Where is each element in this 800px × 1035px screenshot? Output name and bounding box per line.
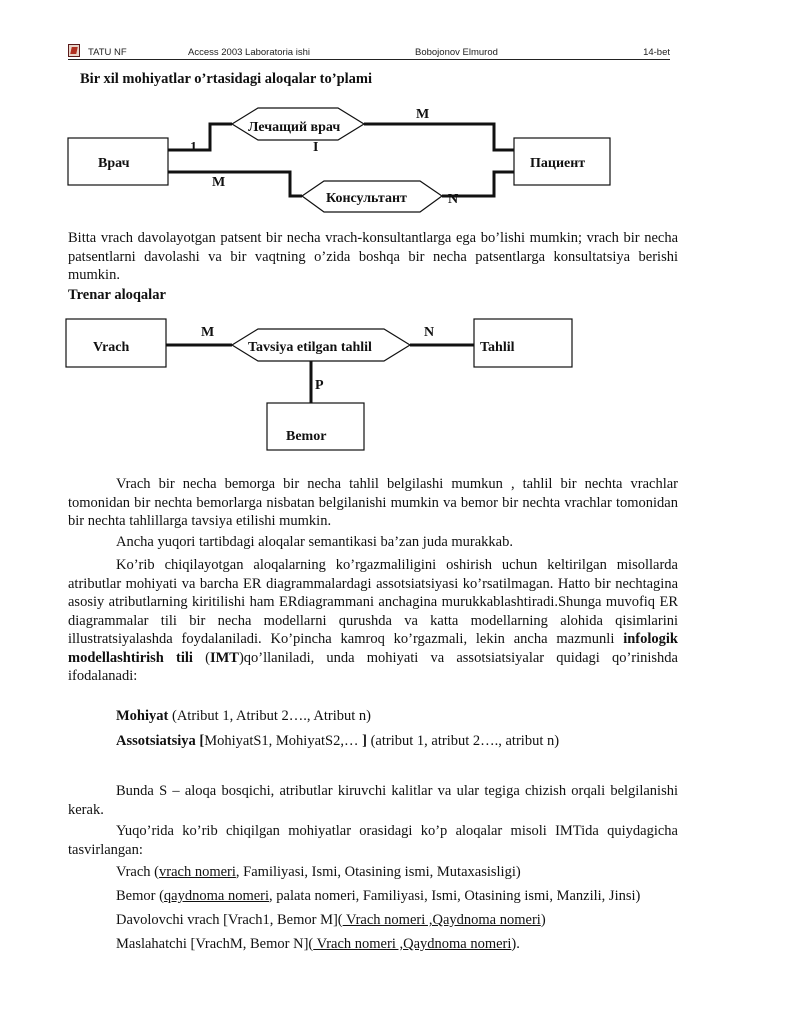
paragraph-3-paren: (	[205, 649, 210, 666]
imt-line-bemor-start: Bemor (	[116, 888, 164, 904]
formula-entity-keyword: Mohiyat	[116, 708, 169, 724]
formula-association	[116, 733, 559, 750]
paragraph-3	[68, 556, 678, 686]
relation-top-label: Лечащий врач	[248, 120, 341, 135]
cardinality-bottom-right: N	[448, 192, 459, 207]
header-org: TATU NF	[88, 47, 127, 58]
page-header	[68, 44, 670, 60]
formula-entity	[116, 708, 371, 725]
formula-association-args: (atribut 1, atribut 2…., atribut n)	[366, 733, 560, 749]
section2-title: Trenar aloqalar	[68, 287, 166, 303]
er-diagram-2	[0, 310, 800, 470]
section1-title: Bir xil mohiyatlar o’rtasidagi aloqalar to’plami	[80, 71, 373, 87]
paragraph-3-main: Ko’rib chiqilayotgan aloqalarning ko’rgazmaliligini oshirish uchun keltirilgan misollarda atributlar mohiyati va barcha ER diagrammalardagi assotsiatsiyasi ko’rsatilmagan. Hatto bir nechtagina asosiy atributlarning kiritilishi ham ERdiagrammani anchagina murukkablashtiradi.Shunga muvofiq ER diagrammalar tili bir necha modellarni qurushda va katta modellarning alohida qisimlarini illustratsiyalashda foydalaniladi. Ko’pincha kamroq ko’rgazmali, lekin ancha mazmunli	[68, 557, 678, 647]
formula-association-entities: MohiyatS1, MohiyatS2,…	[204, 733, 363, 749]
paragraph-4: Bunda S – aloqa bosqichi, atributlar kiruvchi kalitlar va ular tegiga chizish orqali belgilanishi kerak.	[68, 783, 678, 818]
paragraph-3-bold-term: infologik modellashtirish tili	[68, 631, 678, 666]
formula-entity-args: (Atribut 1, Atribut 2…., Atribut n)	[168, 708, 371, 724]
relation-bottom-label: Консультант	[326, 191, 407, 206]
imt-line-vrach-rest: , Familiyasi, Ismi, Otasining ismi, Mutaxasisligi)	[235, 864, 521, 880]
connector-bottom	[168, 172, 302, 196]
entity-right-label: Пациент	[530, 156, 586, 171]
imt-line-davolovchi-start: Davolovchi vrach [Vrach1, Bemor M](	[116, 912, 343, 928]
header-page-number: 14-bet	[643, 47, 670, 58]
document-logo-icon	[68, 44, 80, 57]
cardinality-left: M	[201, 325, 215, 340]
header-course: Access 2003 Laboratoria ishi	[188, 47, 310, 58]
paragraph-5: Yuqo’rida ko’rib chiqilgan mohiyatlar orasidagi ko’p aloqalar misoli IMTida quiydagicha tasvirlangan:	[68, 823, 678, 858]
connector-top	[168, 124, 232, 150]
formula-association-bracket: ]	[362, 733, 367, 749]
entity-vrach-label: Vrach	[93, 340, 130, 355]
paragraph-2: Ancha yuqori tartibdagi aloqalar semantikasi ba’zan juda murakkab.	[116, 534, 513, 550]
imt-line-davolovchi-end: )	[540, 912, 546, 928]
cardinality-top-left: 1	[190, 140, 197, 155]
imt-line-vrach-key: vrach nomeri	[159, 864, 236, 880]
section1-paragraph: Bitta vrach davolayotgan patsent bir necha vrach-konsultantlarga ega bo’lishi mumkin; vrach bir necha patsentlarni davolashi va bir vaqtning o’zida boshqa bir necha patsentlarga konsultatsiya berishi mumkin.	[68, 230, 678, 283]
entity-bemor-label: Bemor	[286, 429, 327, 444]
cardinality-top-right: M	[416, 107, 430, 122]
imt-line-bemor	[116, 888, 640, 905]
imt-line-bemor-rest: , palata nomeri, Familiyasi, Ismi, Otasining ismi, Manzili, Jinsi)	[269, 888, 641, 904]
relation-label: Tavsiya etilgan tahlil	[248, 340, 372, 355]
er-diagram-1	[0, 95, 800, 245]
paragraph-3-tail: )qo’llaniladi, unda mohiyati va assotsiatsiyalar quidagi qo’rinishda ifodalanadi:	[68, 649, 678, 684]
paragraph-3-abbr: IMT	[209, 649, 239, 666]
imt-line-vrach-start: Vrach (	[116, 864, 160, 880]
imt-line-bemor-key: qaydnoma nomeri	[163, 888, 270, 904]
imt-line-maslahatchi-keys: Vrach nomeri ,Qaydnoma nomeri	[313, 936, 512, 952]
imt-line-maslahatchi	[116, 936, 520, 953]
cardinality-right: N	[424, 325, 435, 340]
paragraph-1: Vrach bir necha bemorga bir necha tahlil belgilashi mumkun , tahlil bir nechta vrachlar tomonidan bir nechta bemorlarga nisbatan belgilanishi mumkin va bemor bir nechta vrachlar tomonidan bir nechta tahlillarga tavsiya etilishi mumkin.	[68, 476, 678, 529]
entity-tahlil-label: Tahlil	[480, 340, 515, 355]
imt-line-maslahatchi-end: ).	[511, 936, 520, 952]
imt-line-vrach	[116, 864, 521, 881]
imt-line-davolovchi	[116, 912, 546, 929]
cardinality-top-mid: I	[313, 140, 319, 155]
imt-line-davolovchi-keys: Vrach nomeri ,Qaydnoma nomeri	[342, 912, 541, 928]
cardinality-bottom-left: M	[212, 175, 226, 190]
entity-left-label: Врач	[98, 156, 130, 171]
formula-association-keyword: Assotsiatsiya [	[116, 733, 205, 749]
imt-line-maslahatchi-start: Maslahatchi [VrachM, Bemor N](	[116, 936, 314, 952]
connector-top-right	[364, 124, 514, 150]
header-author: Bobojonov Elmurod	[415, 47, 498, 58]
cardinality-bottom: P	[315, 378, 324, 393]
